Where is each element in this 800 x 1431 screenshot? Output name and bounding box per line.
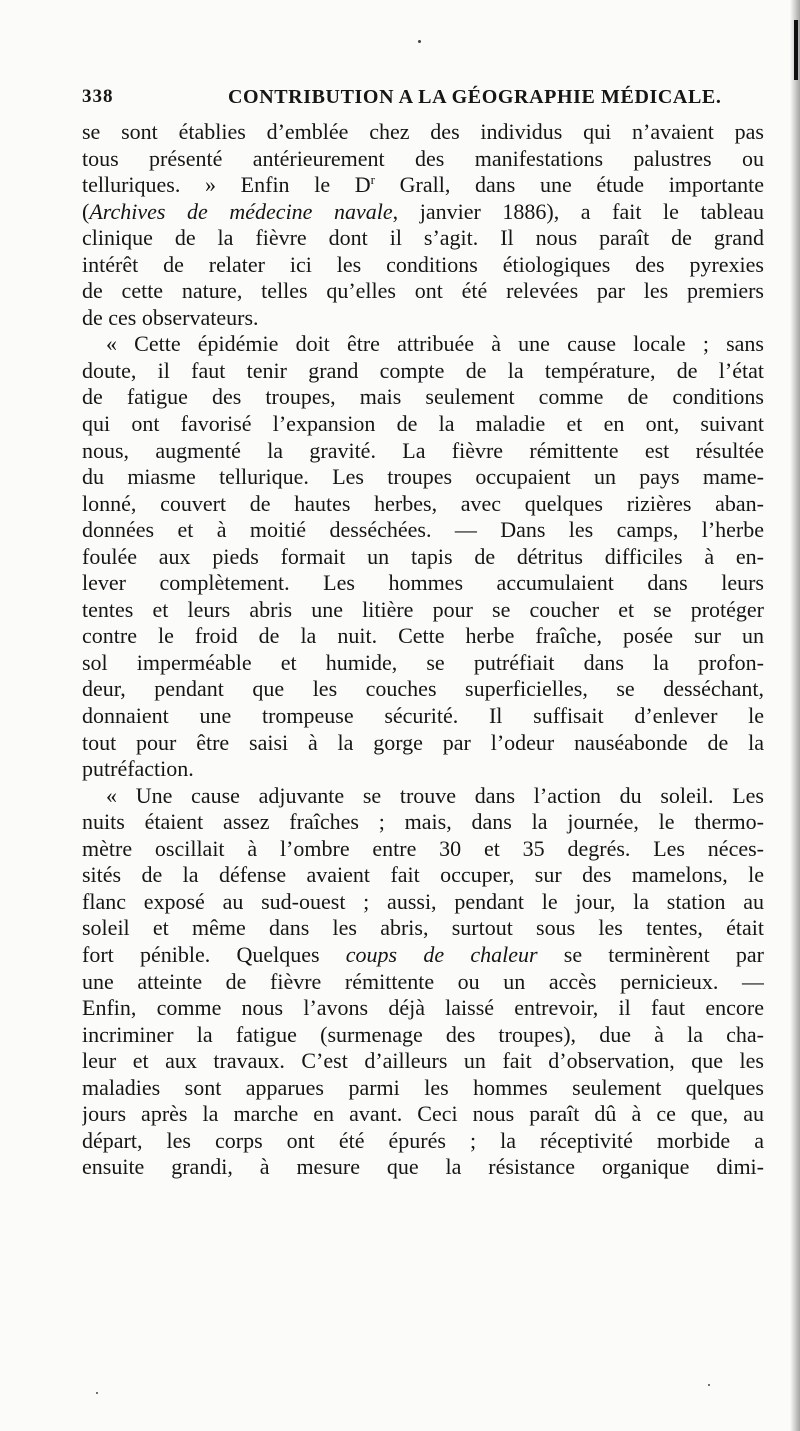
text-line: du miasme tellurique. Les troupes occupaient un pays mame- — [82, 464, 764, 490]
text-line: maladies sont apparues parmi les hommes seulement quelques — [82, 1074, 764, 1100]
text-line: donnaient une trompeuse sécurité. Il suffisait d’enlever le — [82, 703, 764, 729]
text-fragment: fort pénible. Quelques — [82, 941, 346, 967]
italic-phrase: coups de chaleur — [345, 941, 538, 967]
text-line: intérêt de relater ici les conditions étiologiques des pyrexies — [82, 251, 764, 277]
text-fragment: ( — [82, 198, 90, 224]
scan-speck — [418, 40, 421, 43]
text-line: soleil et même dans les abris, surtout sous les tentes, était — [82, 915, 764, 941]
text-line: foulée aux pieds formait un tapis de détritus difficiles à en- — [82, 543, 764, 569]
text-line: tentes et leurs abris une litière pour se coucher et se protéger — [82, 596, 764, 622]
text-fragment: se terminèrent par — [537, 941, 764, 967]
text-line: ensuite grandi, à mesure que la résistance organique dimi- — [82, 1154, 764, 1180]
scan-speck — [708, 1384, 710, 1386]
text-fragment: telluriques. » Enfin le D — [82, 172, 371, 198]
text-line: putréfaction. — [82, 756, 194, 782]
text-line: qui ont favorisé l’expansion de la maladie et en ont, suivant — [82, 411, 764, 437]
text-line: Enfin, comme nous l’avons déjà laissé entrevoir, il faut encore — [82, 995, 764, 1021]
text-line: mètre oscillait à l’ombre entre 30 et 35 degrés. Les néces- — [82, 835, 764, 861]
text-line: de ces observateurs. — [82, 304, 259, 330]
text-line: lever complètement. Les hommes accumulaient dans leurs — [82, 570, 764, 596]
text-line — [82, 172, 764, 199]
text-line: nuits étaient assez fraîches ; mais, dans la journée, le thermo- — [82, 809, 764, 835]
text-line: sol imperméable et humide, se putréfiait dans la profon- — [82, 649, 764, 675]
text-line: incriminer la fatigue (surmenage des troupes), due à la cha- — [82, 1021, 764, 1047]
text-line: flanc exposé au sud-ouest ; aussi, pendant le jour, la station au — [82, 888, 764, 914]
text-line: « Cette épidémie doit être attribuée à une cause locale ; sans — [106, 331, 764, 357]
text-fragment: Grall, dans une étude importante — [374, 172, 764, 198]
text-line: contre le froid de la nuit. Cette herbe fraîche, posée sur un — [82, 623, 764, 649]
page-number: 338 — [82, 86, 114, 107]
binding-mark — [794, 20, 798, 80]
text-line: « Une cause adjuvante se trouve dans l’action du soleil. Les — [106, 782, 764, 808]
text-line: une atteinte de fièvre rémittente ou un accès pernicieux. — — [82, 968, 764, 994]
running-head: CONTRIBUTION A LA GÉOGRAPHIE MÉDICALE. — [228, 86, 722, 108]
text-line: tout pour être saisi à la gorge par l’odeur nauséabonde de la — [82, 729, 764, 755]
italic-title: Archives de médecine navale — [89, 198, 393, 224]
text-line: lonné, couvert de hautes herbes, avec quelques rizières aban- — [82, 490, 764, 516]
text-line: sités de la défense avaient fait occuper, sur des mamelons, le — [82, 862, 764, 888]
text-line — [82, 942, 764, 969]
text-line: deur, pendant que les couches superficielles, se desséchant, — [82, 676, 764, 702]
text-line: de fatigue des troupes, mais seulement comme de conditions — [82, 384, 764, 410]
text-fragment: , janvier 1886), a fait le tableau — [392, 198, 764, 224]
text-line: se sont établies d’emblée chez des individus qui n’avaient pas — [82, 119, 764, 144]
text-line: données et à moitié desséchées. — Dans les camps, l’herbe — [82, 517, 764, 543]
superscript: r — [370, 172, 375, 188]
text-line: nous, augmenté la gravité. La fièvre rémittente est résultée — [82, 437, 764, 463]
scan-speck — [96, 1392, 98, 1394]
text-line: jours après la marche en avant. Ceci nous paraît dû à ce que, au — [82, 1101, 764, 1127]
text-line: doute, il faut tenir grand compte de la température, de l’état — [82, 357, 764, 383]
text-line: leur et aux travaux. C’est d’ailleurs un fait d’observation, que les — [82, 1048, 764, 1074]
text-line: départ, les corps ont été épurés ; la réceptivité morbide a — [82, 1127, 764, 1153]
page-header — [82, 86, 764, 112]
text-line: de cette nature, telles qu’elles ont été relevées par les premiers — [82, 278, 764, 304]
text-line: tous présenté antérieurement des manifestations palustres ou — [82, 145, 764, 171]
text-line — [82, 199, 764, 226]
body-text — [82, 119, 764, 1181]
page-edge-shadow — [790, 0, 800, 1431]
text-line: clinique de la fièvre dont il s’agit. Il nous paraît de grand — [82, 225, 764, 251]
